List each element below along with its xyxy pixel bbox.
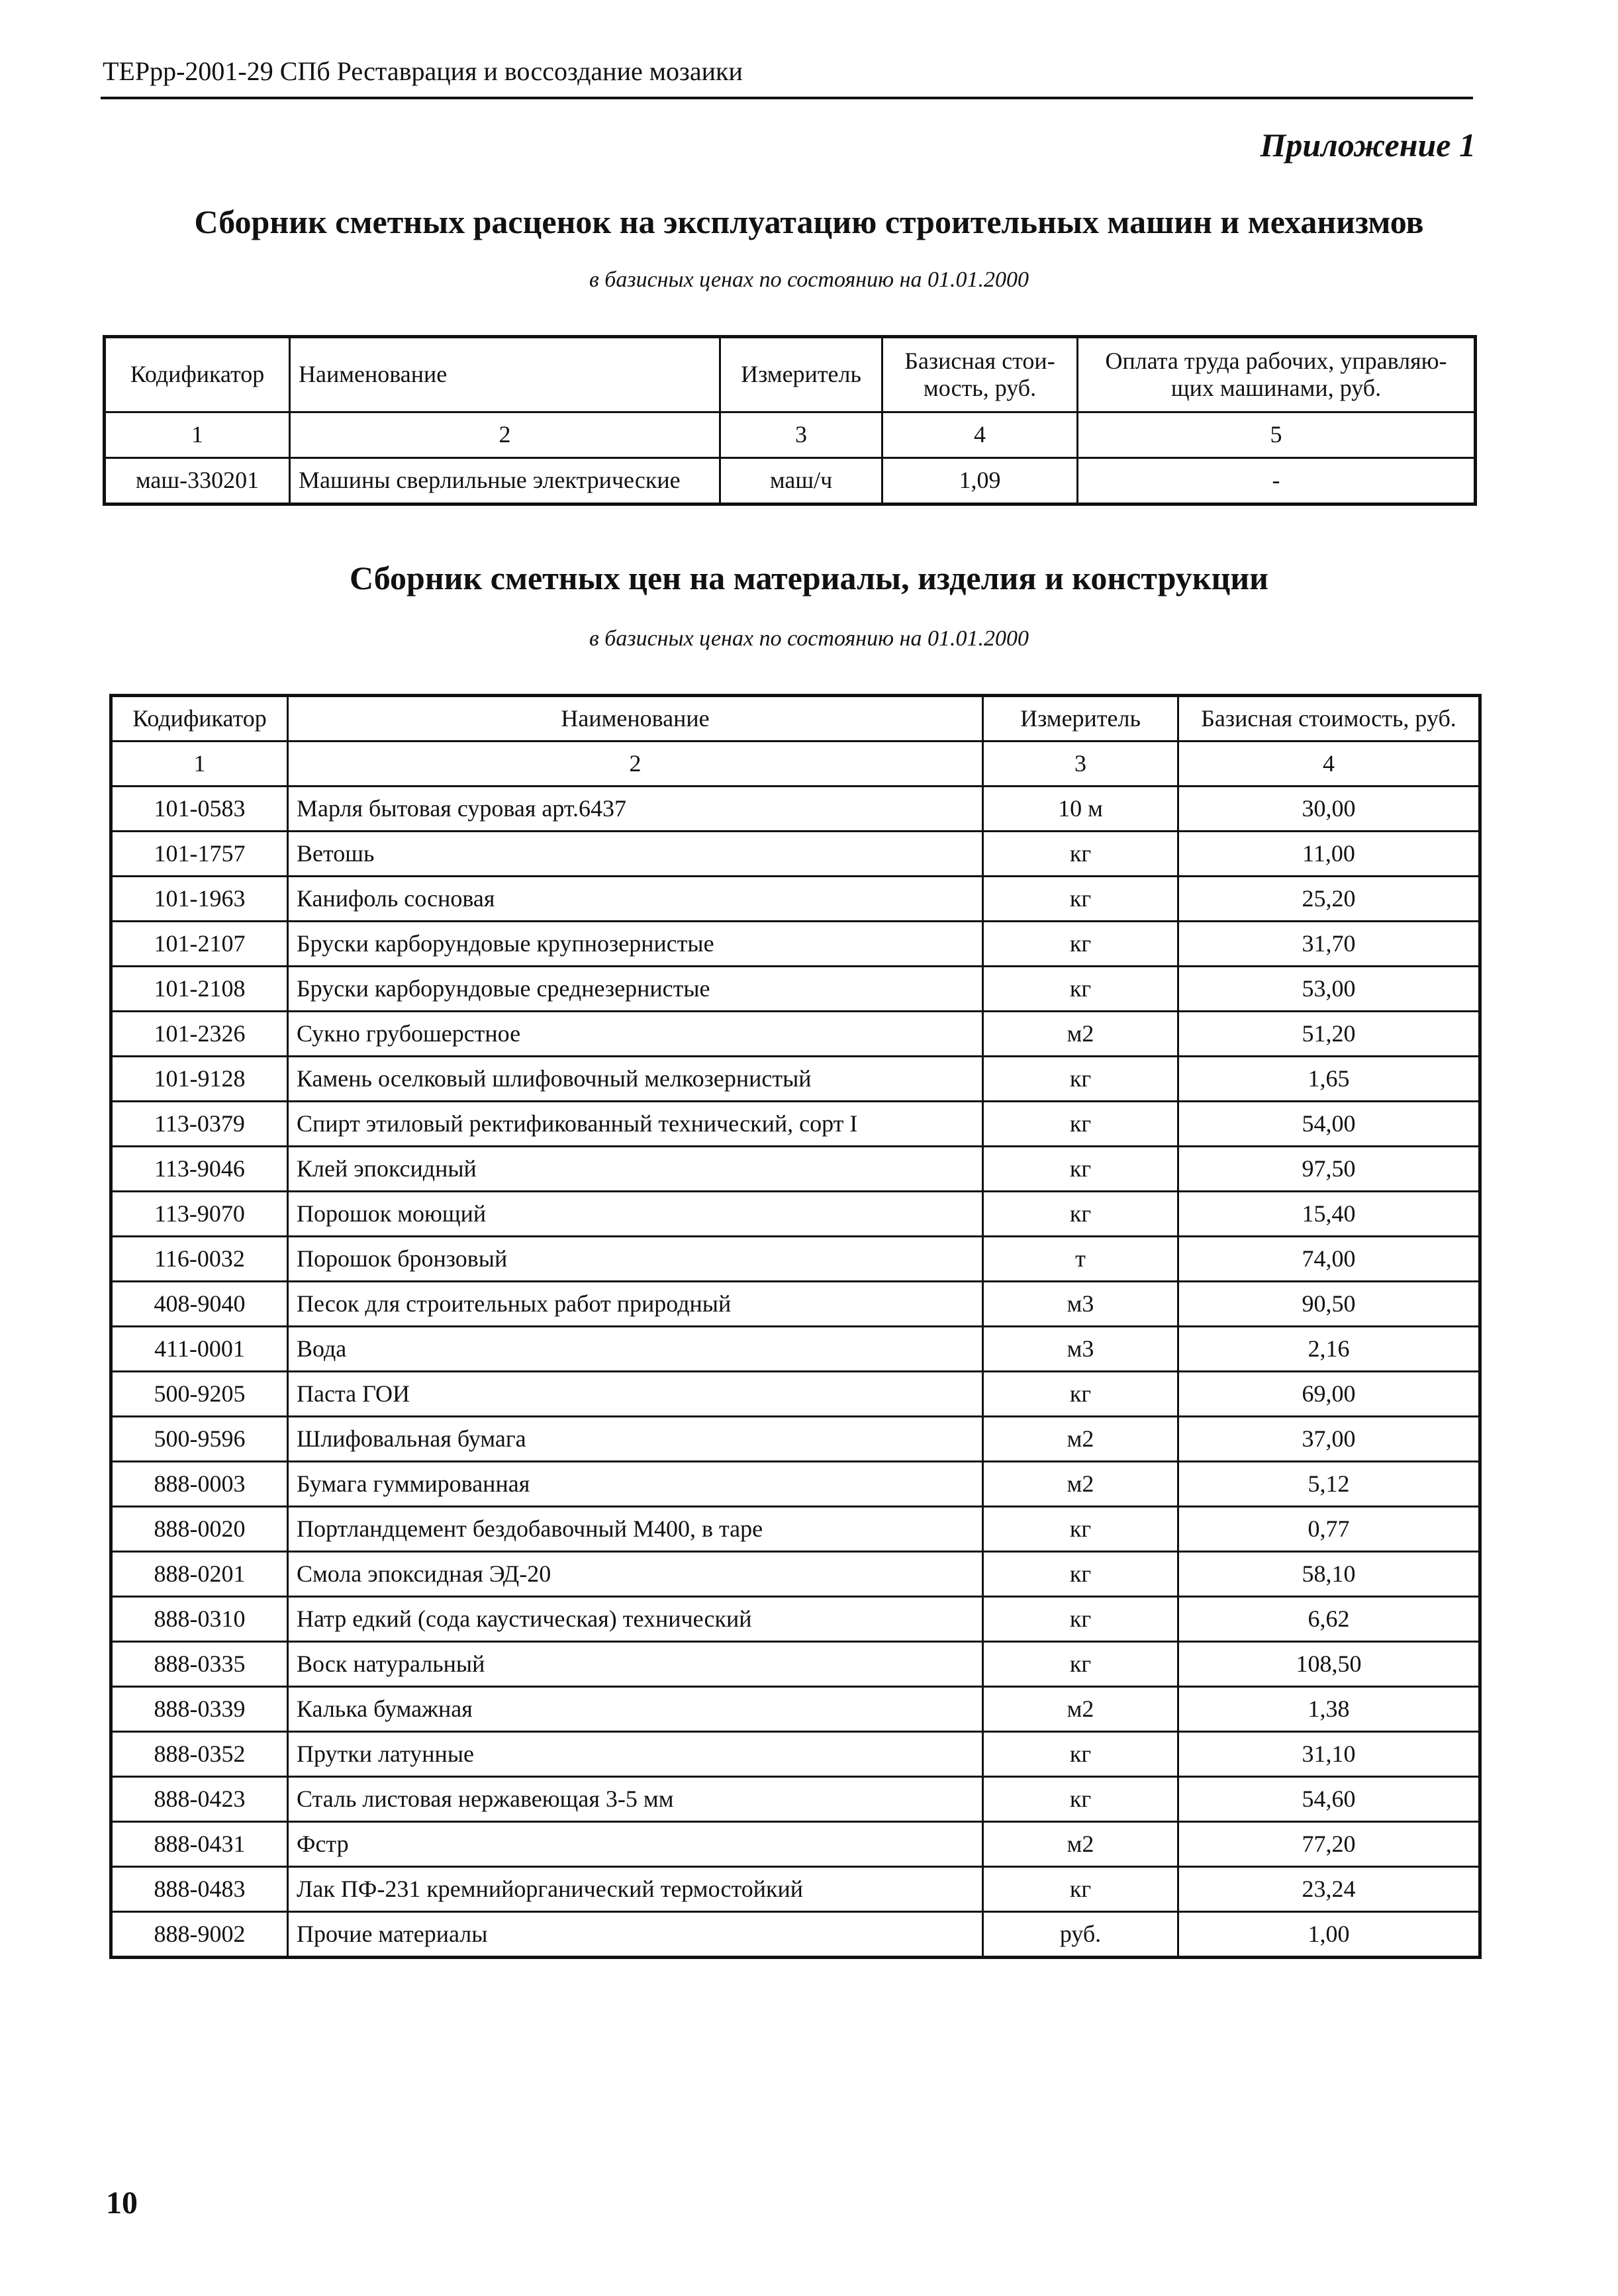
price-cell: 2,16 bbox=[1178, 1327, 1480, 1372]
unit-cell: кг bbox=[983, 877, 1178, 922]
labor-cell: - bbox=[1078, 458, 1476, 504]
price-cell: 1,38 bbox=[1178, 1687, 1480, 1732]
price-cell: 1,65 bbox=[1178, 1057, 1480, 1102]
unit-cell: кг bbox=[983, 1147, 1178, 1192]
section2-title: Сборник сметных цен на материалы, изделия и конструкции bbox=[350, 559, 1268, 597]
section1-title: Сборник сметных расценок на эксплуатацию строительных машин и механизмов bbox=[194, 203, 1424, 240]
code-cell: 113-9046 bbox=[111, 1147, 288, 1192]
table-row bbox=[111, 832, 1480, 877]
name-cell: Фстр bbox=[288, 1822, 983, 1867]
code-cell: 500-9596 bbox=[111, 1417, 288, 1462]
section1-subtitle: в базисных ценах по состоянию на 01.01.2000 bbox=[589, 267, 1029, 292]
table-row bbox=[111, 1102, 1480, 1147]
price-cell: 58,10 bbox=[1178, 1552, 1480, 1597]
unit-cell: кг bbox=[983, 1372, 1178, 1417]
column-number: 5 bbox=[1078, 412, 1476, 458]
code-cell: 113-0379 bbox=[111, 1102, 288, 1147]
name-cell: Песок для строительных работ природный bbox=[288, 1282, 983, 1327]
table-row bbox=[111, 1552, 1480, 1597]
code-cell: 888-9002 bbox=[111, 1912, 288, 1958]
table-row bbox=[111, 1912, 1480, 1958]
name-cell: Порошок моющий bbox=[288, 1192, 983, 1237]
unit-cell: кг bbox=[983, 1777, 1178, 1822]
price-cell: 77,20 bbox=[1178, 1822, 1480, 1867]
unit-cell: кг bbox=[983, 1192, 1178, 1237]
materials-column-header: Измеритель bbox=[983, 696, 1178, 741]
materials-table bbox=[109, 694, 1482, 1959]
table-row bbox=[111, 1642, 1480, 1687]
unit-cell: м2 bbox=[983, 1462, 1178, 1507]
table-row bbox=[111, 1282, 1480, 1327]
price-cell: 74,00 bbox=[1178, 1237, 1480, 1282]
column-number: 3 bbox=[720, 412, 882, 458]
name-cell: Бруски карборундовые среднезернистые bbox=[288, 967, 983, 1012]
name-cell: Камень оселковый шлифовочный мелкозернистый bbox=[288, 1057, 983, 1102]
price-cell: 54,60 bbox=[1178, 1777, 1480, 1822]
price-cell: 53,00 bbox=[1178, 967, 1480, 1012]
price-cell: 69,00 bbox=[1178, 1372, 1480, 1417]
name-cell: Бруски карборундовые крупнозернистые bbox=[288, 922, 983, 967]
price-cell: 54,00 bbox=[1178, 1102, 1480, 1147]
name-cell: Спирт этиловый ректификованный технический, сорт I bbox=[288, 1102, 983, 1147]
name-cell: Паста ГОИ bbox=[288, 1372, 983, 1417]
name-cell: Вода bbox=[288, 1327, 983, 1372]
running-header: ТЕРрр-2001-29 СПб Реставрация и воссоздание мозаики bbox=[103, 56, 743, 86]
code-cell: 101-9128 bbox=[111, 1057, 288, 1102]
table-row bbox=[111, 922, 1480, 967]
table-row bbox=[111, 1417, 1480, 1462]
name-cell: Лак ПФ-231 кремнийорганический термостойкий bbox=[288, 1867, 983, 1912]
price-cell: 0,77 bbox=[1178, 1507, 1480, 1552]
price-cell: 97,50 bbox=[1178, 1147, 1480, 1192]
price-cell: 108,50 bbox=[1178, 1642, 1480, 1687]
machines-column-header: Измеритель bbox=[720, 337, 882, 412]
table-row bbox=[111, 1012, 1480, 1057]
name-cell: Смола эпоксидная ЭД-20 bbox=[288, 1552, 983, 1597]
materials-column-header: Базисная стоимость, руб. bbox=[1178, 696, 1480, 741]
table-row bbox=[111, 1867, 1480, 1912]
column-number: 4 bbox=[1178, 741, 1480, 787]
table-row bbox=[111, 1687, 1480, 1732]
code-cell: 888-0310 bbox=[111, 1597, 288, 1642]
unit-cell: кг bbox=[983, 1642, 1178, 1687]
machines-header-row bbox=[105, 337, 1476, 412]
machines-column-header: Кодификатор bbox=[105, 337, 290, 412]
unit-cell: м2 bbox=[983, 1822, 1178, 1867]
unit-cell: м2 bbox=[983, 1012, 1178, 1057]
name-cell: Порошок бронзовый bbox=[288, 1237, 983, 1282]
appendix-label: Приложение 1 bbox=[1260, 126, 1476, 164]
price-cell: 25,20 bbox=[1178, 877, 1480, 922]
machines-column-number-row bbox=[105, 412, 1476, 458]
table-row bbox=[111, 1732, 1480, 1777]
unit-cell: кг bbox=[983, 1057, 1178, 1102]
code-cell: 888-0339 bbox=[111, 1687, 288, 1732]
name-cell: Прочие материалы bbox=[288, 1912, 983, 1958]
code-cell: 113-9070 bbox=[111, 1192, 288, 1237]
name-cell: Канифоль сосновая bbox=[288, 877, 983, 922]
name-cell: Воск натуральный bbox=[288, 1642, 983, 1687]
table-row bbox=[111, 1327, 1480, 1372]
unit-cell: кг bbox=[983, 1597, 1178, 1642]
name-cell: Машины сверлильные электрические bbox=[290, 458, 720, 504]
column-number: 4 bbox=[882, 412, 1078, 458]
code-cell: 101-1757 bbox=[111, 832, 288, 877]
code-cell: 888-0483 bbox=[111, 1867, 288, 1912]
price-cell: 51,20 bbox=[1178, 1012, 1480, 1057]
machines-column-header: Наименование bbox=[290, 337, 720, 412]
name-cell: Сукно грубошерстное bbox=[288, 1012, 983, 1057]
code-cell: 101-0583 bbox=[111, 787, 288, 832]
table-row bbox=[111, 1777, 1480, 1822]
unit-cell: 10 м bbox=[983, 787, 1178, 832]
table-row bbox=[111, 1237, 1480, 1282]
table-row bbox=[111, 1507, 1480, 1552]
price-cell: 5,12 bbox=[1178, 1462, 1480, 1507]
table-row bbox=[111, 967, 1480, 1012]
unit-cell: маш/ч bbox=[720, 458, 882, 504]
code-cell: 101-1963 bbox=[111, 877, 288, 922]
price-cell: 23,24 bbox=[1178, 1867, 1480, 1912]
unit-cell: т bbox=[983, 1237, 1178, 1282]
code-cell: 101-2107 bbox=[111, 922, 288, 967]
code-cell: маш-330201 bbox=[105, 458, 290, 504]
unit-cell: кг bbox=[983, 1867, 1178, 1912]
unit-cell: кг bbox=[983, 1732, 1178, 1777]
name-cell: Прутки латунные bbox=[288, 1732, 983, 1777]
price-cell: 15,40 bbox=[1178, 1192, 1480, 1237]
price-cell: 31,10 bbox=[1178, 1732, 1480, 1777]
code-cell: 888-0020 bbox=[111, 1507, 288, 1552]
materials-column-header: Кодификатор bbox=[111, 696, 288, 741]
unit-cell: м2 bbox=[983, 1687, 1178, 1732]
column-number: 3 bbox=[983, 741, 1178, 787]
code-cell: 888-0431 bbox=[111, 1822, 288, 1867]
table-row bbox=[111, 1822, 1480, 1867]
price-cell: 37,00 bbox=[1178, 1417, 1480, 1462]
page-number: 10 bbox=[106, 2185, 138, 2221]
table-row bbox=[105, 458, 1476, 504]
name-cell: Сталь листовая нержавеющая 3-5 мм bbox=[288, 1777, 983, 1822]
table-row bbox=[111, 877, 1480, 922]
name-cell: Шлифовальная бумага bbox=[288, 1417, 983, 1462]
price-cell: 31,70 bbox=[1178, 922, 1480, 967]
unit-cell: кг bbox=[983, 1507, 1178, 1552]
table-row bbox=[111, 1147, 1480, 1192]
table-row bbox=[111, 1597, 1480, 1642]
unit-cell: м3 bbox=[983, 1327, 1178, 1372]
table-row bbox=[111, 1057, 1480, 1102]
code-cell: 101-2326 bbox=[111, 1012, 288, 1057]
unit-cell: кг bbox=[983, 922, 1178, 967]
code-cell: 888-0335 bbox=[111, 1642, 288, 1687]
price-cell: 6,62 bbox=[1178, 1597, 1480, 1642]
price-cell: 1,00 bbox=[1178, 1912, 1480, 1958]
code-cell: 411-0001 bbox=[111, 1327, 288, 1372]
table-row bbox=[111, 1372, 1480, 1417]
column-number: 2 bbox=[290, 412, 720, 458]
code-cell: 888-0352 bbox=[111, 1732, 288, 1777]
price-cell: 30,00 bbox=[1178, 787, 1480, 832]
code-cell: 500-9205 bbox=[111, 1372, 288, 1417]
machines-column-header: Оплата труда рабочих, управляю- щих машинами, руб. bbox=[1078, 337, 1476, 412]
name-cell: Марля бытовая суровая арт.6437 bbox=[288, 787, 983, 832]
price-cell: 90,50 bbox=[1178, 1282, 1480, 1327]
column-number: 2 bbox=[288, 741, 983, 787]
materials-column-number-row bbox=[111, 741, 1480, 787]
materials-header-row bbox=[111, 696, 1480, 741]
code-cell: 101-2108 bbox=[111, 967, 288, 1012]
unit-cell: руб. bbox=[983, 1912, 1178, 1958]
price-cell: 11,00 bbox=[1178, 832, 1480, 877]
price-cell: 1,09 bbox=[882, 458, 1078, 504]
name-cell: Натр едкий (сода каустическая) технический bbox=[288, 1597, 983, 1642]
name-cell: Ветошь bbox=[288, 832, 983, 877]
code-cell: 116-0032 bbox=[111, 1237, 288, 1282]
section2-subtitle: в базисных ценах по состоянию на 01.01.2000 bbox=[589, 626, 1029, 651]
unit-cell: кг bbox=[983, 1102, 1178, 1147]
unit-cell: м3 bbox=[983, 1282, 1178, 1327]
code-cell: 888-0003 bbox=[111, 1462, 288, 1507]
code-cell: 888-0201 bbox=[111, 1552, 288, 1597]
machines-column-header: Базисная стои- мость, руб. bbox=[882, 337, 1078, 412]
code-cell: 408-9040 bbox=[111, 1282, 288, 1327]
table-row bbox=[111, 787, 1480, 832]
machines-table bbox=[103, 335, 1477, 506]
table-row bbox=[111, 1192, 1480, 1237]
column-number: 1 bbox=[111, 741, 288, 787]
unit-cell: м2 bbox=[983, 1417, 1178, 1462]
name-cell: Бумага гуммированная bbox=[288, 1462, 983, 1507]
unit-cell: кг bbox=[983, 1552, 1178, 1597]
header-rule bbox=[101, 97, 1473, 99]
code-cell: 888-0423 bbox=[111, 1777, 288, 1822]
name-cell: Портландцемент бездобавочный М400, в таре bbox=[288, 1507, 983, 1552]
name-cell: Калька бумажная bbox=[288, 1687, 983, 1732]
name-cell: Клей эпоксидный bbox=[288, 1147, 983, 1192]
unit-cell: кг bbox=[983, 967, 1178, 1012]
table-row bbox=[111, 1462, 1480, 1507]
column-number: 1 bbox=[105, 412, 290, 458]
unit-cell: кг bbox=[983, 832, 1178, 877]
materials-column-header: Наименование bbox=[288, 696, 983, 741]
